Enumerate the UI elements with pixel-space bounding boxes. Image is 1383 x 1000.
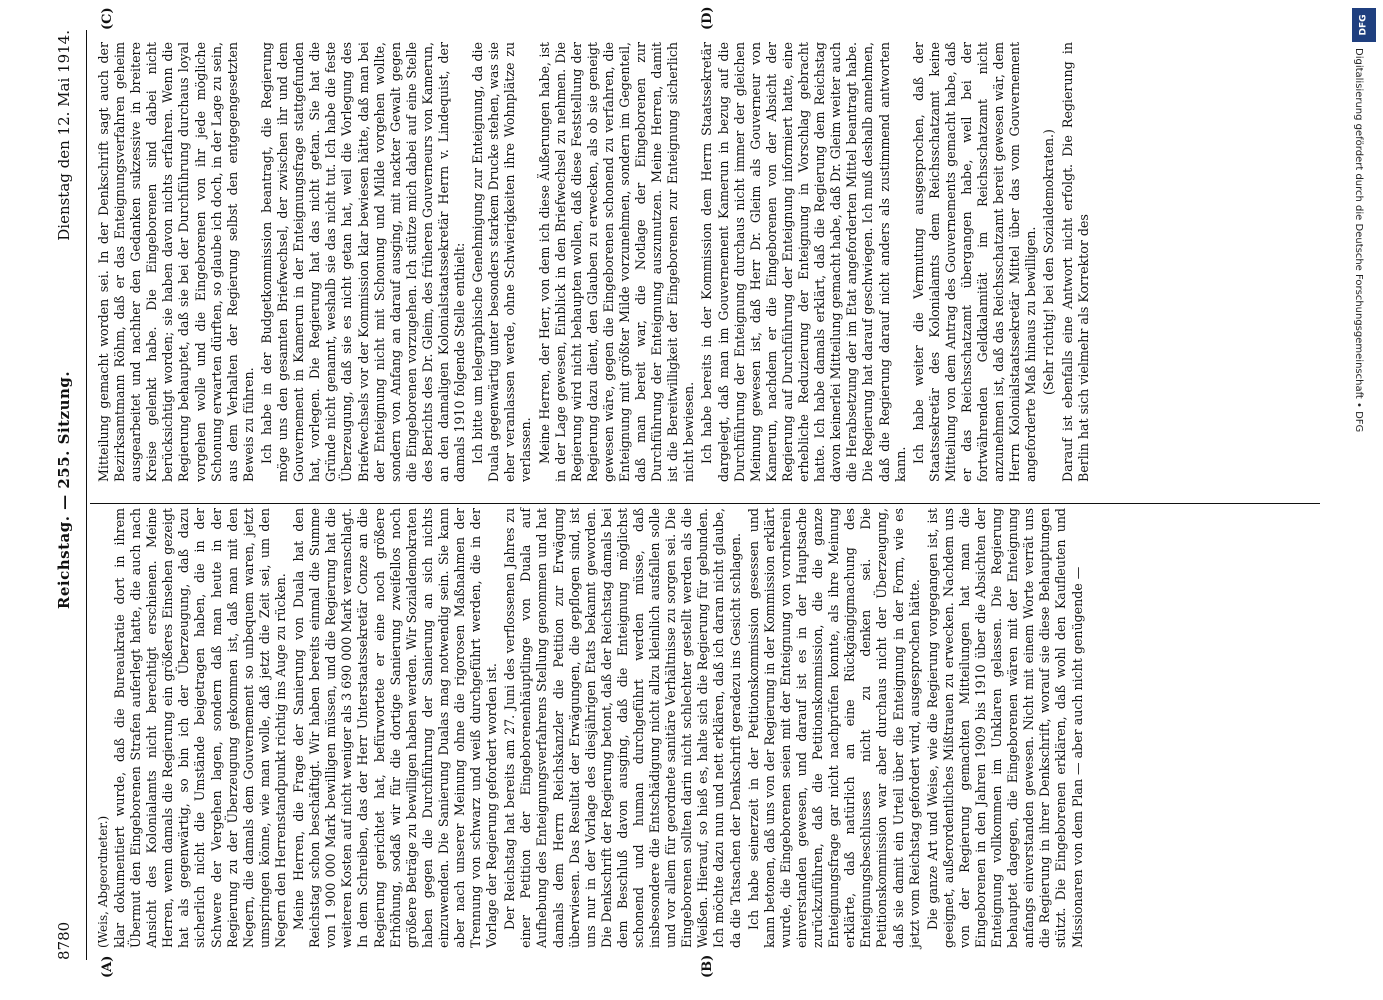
header-rule <box>86 30 87 960</box>
speaker-label: (Weis, Abgeordneter.) <box>96 815 110 948</box>
left-paragraph: Die ganze Art und Weise, wie die Regierung vorgegangen ist, ist geeignet, außerordentliches Mißtrauen zu erwecken. Nachdem uns von der Regierung gemachten Mitteilungen hat man die Eingeborenen in den Jahren 1909 bis 1910 über die Absichten der Enteignung vollkommen im Unklaren gelassen. Die Regierung behauptet dagegen, die Eingeborenen wären mit der Enteignung anfangs einverstanden gewesen. Nicht mit einem Worte verrät uns die Regierung in ihrer Denkschrift, worauf sie diese Behauptungen stützt. Die Eingeborenen erklären, daß wohl den Kaufleuten und Missionaren von dem Plan — aber auch nicht genügende — <box>924 508 1085 948</box>
left-paragraph: Meine Herren, die Frage der Sanierung von Duala hat den Reichstag schon beschäftigt. Wir haben bereits einmal die Summe von 1 900 000 Mark bewilligen müssen, und die Regierung hat die weiteren Kosten auf nicht weniger als 3 690 000 Mark veranschlagt. In dem Schreiben, das der Herr Unterstaatssekretär Conze an die Regierung gerichtet hat, befürwortete er eine noch größere Erhöhung, sodaß wir für die dortige Sanierung zweifellos noch größere Beträge zu bewilligen haben werden. Wir Sozialdemokraten haben gegen die Durchführung der Sanierung an sich nichts einzuwenden. Die Sanierung Dualas mag notwendig sein. Sie kann aber nach unserer Meinung ohne die rigorosen Maßnahmen der Trennung von schwarz und weiß durchgeführt werden, die in der Vorlage der Regierung gefordert worden ist. <box>291 508 500 948</box>
left-paragraph: klar dokumentiert wurde, daß die Bureaukratie dort in ihrem Übermut den Eingeborenen Strafen auferlegt hatte, die auch nach Ansicht des Kolonialamts nicht berechtigt erschienen. Meine Herren, wenn damals die Regierung ein größeres Einsehen gezeigt hat als gegenwärtig, so bin ich der Überzeugung, daß dazu sicherlich nicht die Umstände beigetragen haben, die in der Schwere der Vergehen lagen, sondern daß man heute in der Regierung zu der Überzeugung gekommen ist, daß man mit den Negern, die damals dem Gouvernement so unbequem waren, jetzt umspringen könne, wie man wolle, daß jetzt die Zeit sei, um den Negern den Herrenstandpunkt richtig ins Auge zu rücken. <box>112 508 288 948</box>
digitization-note: Digitalisierung gefördert durch die Deutsche Forschungsgemeinschaft • DFG <box>1353 48 1364 433</box>
left-column <box>96 508 1088 948</box>
right-paragraph: Ich habe weiter die Vermutung ausgesprochen, daß der Staatssekretär des Kolonialamts dem Reichsschatzamt keine Mitteilung von dem Antrag des Gouvernements gemacht habe, daß er das Reichsschatzamt übergangen habe, weil bei der fortwährenden Geldkalamität im Reichsschatzamt nicht anzunehmen ist, daß das Reichsschatzamt bereit gewesen wär, dem Herrn Kolonialstaatssekretär Mittel über das vom Gouvernement angeforderte Maß hinaus zu bewilligen. <box>910 42 1039 482</box>
margin-mark-b: (B) <box>700 954 715 978</box>
right-column <box>96 42 1094 482</box>
left-paragraph: Der Reichstag hat bereits am 27. Juni des verflossenen Jahres zu einer Petition der Eingeborenenhäuptlinge von Duala auf Aufhebung des Enteignungsverfahrens Stellung genommen und hat damals dem Herrn Reichskanzler die Petition zur Erwägung überwiesen. Das Resultat der Erwägungen, die gepflogen sind, ist uns nur in der Vorlage des diesjährigen Etats bekannt geworden. Die Denkschrift der Regierung betont, daß der Reichstag damals bei dem Beschluß davon ausging, daß die Enteignung möglichst schonend und human durchgeführt werden müsse, daß insbesondere die Entschädigung nicht allzu kleinlich ausfallen solle und vor allem für geordnete sanitäre Verhältnisse zu sorgen sei. Die Eingeborenen sollten darin nicht schlechter gestellt werden als die Weißen. Hierauf, so hieß es, halte sich die Regierung für gebunden. Ich möchte dazu nun und nett erklären, daß ich daran nicht glaube, da die Tatsachen der Denkschrift geradezu ins Gesicht schlagen. <box>502 508 743 948</box>
margin-mark-a: (A) <box>100 955 115 978</box>
right-paragraph: Ich habe in der Budgetkommission beantragt, die Regierung möge uns den gesamten Briefwechsel, der zwischen ihr und dem Gouvernement in Kamerun in der Enteignungsfrage stattgefunden hat, vorlegen. Die Regierung hat das nicht getan. Sie hat die Gründe nicht genannt, weshalb sie das nicht tut. Ich habe die feste Überzeugung, daß sie es nicht getan hat, weil die Vorlegung des Briefwechsels vor der Kommission klar bewiesen hätte, daß man bei der Enteignung nicht mit Schonung und Milde vorgehen wollte, sondern von Anfang an darauf ausging, mit nackter Gewalt gegen die Eingeborenen vorzugehen. Ich stütze mich dabei auf eine Stelle des Berichts des Dr. Gleim, des früheren Gouverneurs von Kamerun, an den damaligen Kolonialstaatssekretär Herrn v. Lindequist, der damals 1910 folgende Stelle enthielt: <box>258 42 468 482</box>
session-title: Reichstag. — 255. Sitzung. <box>55 370 73 610</box>
column-divider <box>90 503 1320 504</box>
session-date: Dienstag den 12. Mai 1914. <box>55 30 73 241</box>
right-paragraph: Meine Herren, der Herr, von dem ich diese Äußerungen habe, ist in der Lage gewesen, Einblick in den Briefwechsel zu nehmen. Die Regierung wird nicht behaupten wollen, daß diese Feststellung der Regierung dazu dient, den Glauben zu erwecken, als ob sie geneigt gewesen wäre, gegen die Eingeborenen schonend zu verfahren, die Enteignung mit größter Milde vorzunehmen, sondern im Gegenteil, daß man bereit war, die Notlage der Eingeborenen zur Durchführung der Enteignung auszunutzen. Meine Herren, damit ist die Bereitwilligkeit der Eingeborenen zur Enteignung sicherlich nicht bewiesen. <box>536 42 697 482</box>
margin-mark-c: (C) <box>100 7 115 30</box>
right-paragraph: Ich habe bereits in der Kommission dem Herrn Staatssekretär dargelegt, daß man im Gouvernement Kamerun in bezug auf die Durchführung der Enteignung durchaus nicht immer der gleichen Meinung gewesen ist, daß Herr Dr. Gleim als Gouverneur von Kamerun, nachdem er die Eingeborenen von der Absicht der Regierung auf Durchführung der Enteignung informiert hatte, eine erhebliche Reduzierung der Enteignung in Vorschlag gebracht hatte. Ich habe damals erklärt, daß die Regierung dem Reichstag davon keinerlei Mitteilung gemacht habe, daß Dr. Gleim weiter auch die Herabsetzung der im Etat angeforderten Mittel beantragt habe. Die Regierung hat darauf geschwiegen. Ich muß deshalb annehmen, daß die Regierung darauf nicht anders als zustimmend antworten kann. <box>699 42 908 482</box>
dfg-logo <box>1352 8 1376 42</box>
right-paragraph: Darauf ist ebenfalls eine Antwort nicht erfolgt. Die Regierung in Berlin hat sich vielmehr als Korrektor des <box>1059 42 1091 482</box>
page-number: 8780 <box>55 921 73 960</box>
dfg-sidebar <box>1352 8 1376 992</box>
dfg-logo-text: DFG <box>1358 14 1369 36</box>
right-paragraph: Mitteilung gemacht worden sei. In der Denkschrift sagt auch der Bezirksamtmann Röhm, daß er das Enteignungsverfahren geheim ausgearbeitet und nachher den Gedanken sukzessive in breitere Kreise gelenkt habe. Die Eingeborenen sind dabei nicht berücksichtigt worden; sie haben davon nichts erfahren. Wenn die Regierung behauptet, daß sie bei der Durchführung durchaus loyal vorgehen wolle und die Eingeborenen von ihr jede mögliche Schonung erwarten dürften, so glaube ich doch, in der Lage zu sein, aus dem Verhalten der Regierung selbst den entgegengesetzten Beweis zu führen. <box>96 42 256 482</box>
right-paragraph: Ich bitte um telegraphische Genehmigung zur Enteignung, da die Duala gegenwärtig unter besonders starkem Drucke stehen, was sie eher veranlassen werde, ohne Schwierigkeiten ihre Wohnplätze zu verlassen. <box>470 42 534 482</box>
left-paragraph: Ich habe seinerzeit in der Petitionskommission gesessen und kann betonen, daß uns von der Regierung in der Kommission erklärt wurde, die Eingeborenen seien mit der Enteignung von vornherein einverstanden gewesen, und darauf ist es in der Hauptsache zurückzuführen, daß die Petitionskommission, die die ganze Enteignungsfrage gar nicht nachprüfen konnte, als ihre Meinung erklärte, daß natürlich an eine Rückgängigmachung des Enteignungsbeschlusses nicht zu denken sei. Die Petitionskommission war aber durchaus nicht der Überzeugung, daß sie damit ein Urteil über die Enteignung in der Form, wie es jetzt vom Reichstag gefordert wird, ausgesprochen hätte. <box>745 508 922 948</box>
margin-mark-d: (D) <box>700 6 715 30</box>
interjection: (Sehr richtig! bei den Sozialdemokraten.) <box>1041 129 1057 395</box>
